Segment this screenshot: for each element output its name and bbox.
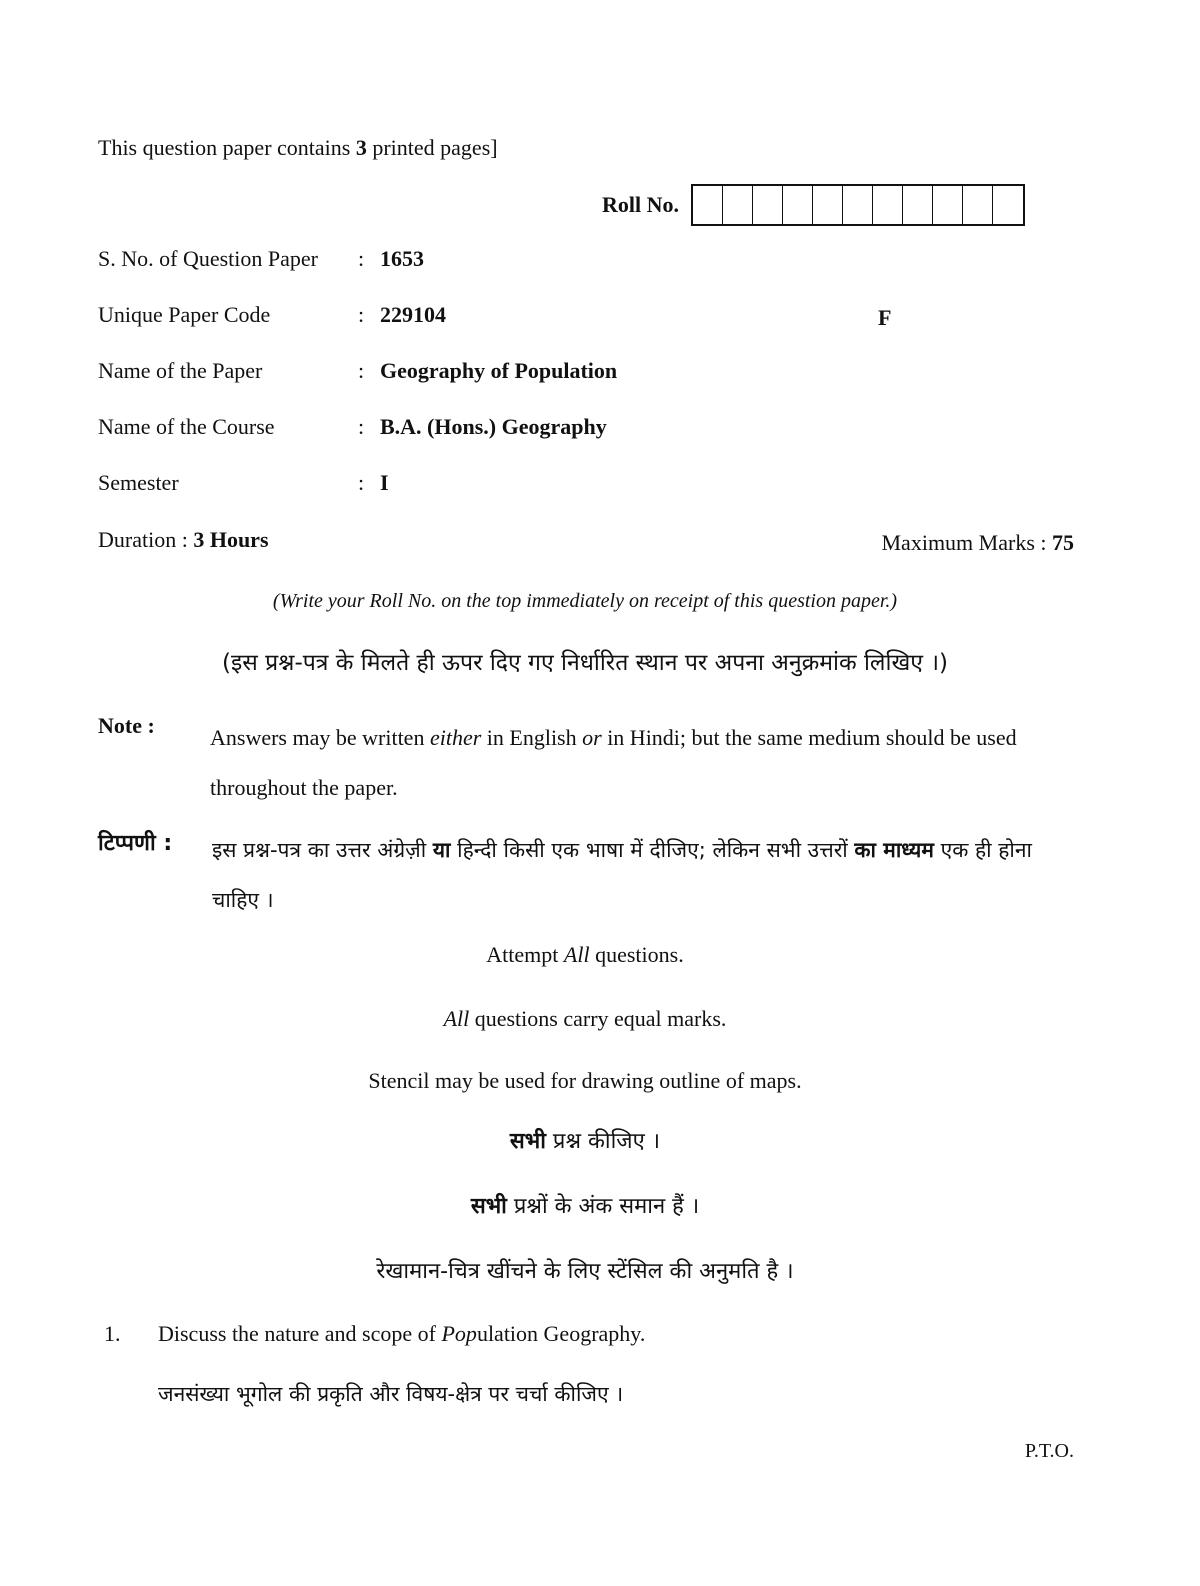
roll-number-digit-box[interactable] [693,186,723,224]
tippani-madhyam: का माध्यम [854,838,934,862]
instruction-part: Attempt [486,942,564,967]
meta-value-course: B.A. (Hons.) Geography [380,414,607,439]
meta-value-paper-name: Geography of Population [380,358,618,383]
meta-label-semester: Semester [98,470,179,495]
note-text [210,713,1074,813]
set-code: F [878,305,892,330]
meta-value-semester: I [380,470,389,495]
roll-number-field [602,184,1025,226]
roll-number-digit-box[interactable] [933,186,963,224]
meta-colon: : [358,470,365,495]
tippani-ya: या [432,838,451,862]
maximum-marks-label: Maximum Marks : [881,530,1052,555]
duration-value: 3 Hours [193,527,269,552]
meta-label-course: Name of the Course [98,414,275,439]
note-part: Answers may be written [210,725,430,750]
note-part: in English [481,725,583,750]
question-english [158,1321,645,1347]
meta-colon: : [358,358,365,383]
page-count-header [98,135,498,161]
equal-marks-instruction-hindi [0,1190,1170,1220]
roll-number-digit-box[interactable] [813,186,843,224]
roll-number-digit-box[interactable] [723,186,753,224]
instruction-part: questions carry equal marks. [469,1006,727,1031]
roll-number-digit-box[interactable] [873,186,903,224]
roll-number-boxes[interactable] [691,184,1025,226]
please-turn-over: P.T.O. [1024,1440,1074,1462]
equal-marks-instruction [0,1006,1170,1032]
note-part: in Hindi; but the same medium should be used throughout the paper. [210,725,1017,800]
meta-label-paper-name: Name of the Paper [98,358,263,383]
roll-number-digit-box[interactable] [783,186,813,224]
tippani-part: हिन्दी किसी एक भाषा में दीजिए; लेकिन सभी उत्तरों [450,838,855,862]
roll-instruction-hindi: (इस प्रश्न-पत्र के मिलते ही ऊपर दिए गए निर्धारित स्थान पर अपना अनुक्रमांक लिखिए ।) [221,650,949,676]
stencil-instruction-hindi: रेखामान-चित्र खींचने के लिए स्टेंसिल की अनुमति है । [376,1259,794,1284]
meta-label-serial: S. No. of Question Paper [98,246,318,271]
roll-number-digit-box[interactable] [843,186,873,224]
roll-number-digit-box[interactable] [753,186,783,224]
note-or: or [582,725,602,750]
question-emphasis: Pop [441,1321,477,1346]
duration-label: Duration : [98,527,194,552]
instruction-part: questions. [589,942,684,967]
duration [98,527,269,553]
tippani-text [212,825,1074,925]
attempt-all-instruction-hindi [0,1125,1170,1155]
meta-colon: : [358,246,365,271]
instruction-part: प्रश्न कीजिए । [545,1129,661,1154]
maximum-marks [882,530,1075,556]
roll-number-label: Roll No. [602,192,679,217]
maximum-marks-value: 75 [1052,530,1074,555]
roll-number-digit-box[interactable] [963,186,993,224]
meta-value-serial: 1653 [380,246,424,271]
meta-label-paper-code: Unique Paper Code [98,302,271,327]
instruction-part: प्रश्नों के अंक समान हैं । [506,1194,700,1219]
instruction-emphasis: सभी [470,1194,507,1219]
attempt-all-instruction [0,942,1170,968]
tippani-part: इस प्रश्न-पत्र का उत्तर अंग्रेज़ी [212,838,433,862]
page-count-prefix: This question paper contains [98,135,356,160]
meta-value-paper-code: 229104 [380,302,446,327]
tippani-part: एक ही होना चाहिए । [212,838,1032,912]
instruction-emphasis: सभी [509,1129,546,1154]
stencil-instruction: Stencil may be used for drawing outline of maps. [368,1068,802,1093]
question-part: ulation Geography. [476,1321,646,1346]
note-label: Note : [98,713,155,738]
instruction-emphasis: All [563,942,590,967]
question-hindi: जनसंख्या भूगोल की प्रकृति और विषय-क्षेत्र पर चर्चा कीजिए । [158,1382,624,1406]
question-part: Discuss the nature and scope of [158,1321,442,1346]
meta-colon: : [358,414,365,439]
page-count-number: 3 [355,135,367,160]
tippani-label: टिप्पणी : [98,831,173,856]
roll-number-digit-box[interactable] [903,186,933,224]
roll-instruction-english: (Write your Roll No. on the top immediately on receipt of this question paper.) [272,590,898,612]
note-either: either [429,725,482,750]
roll-number-digit-box[interactable] [993,186,1023,224]
instruction-emphasis: All [443,1006,470,1031]
page-count-suffix: printed pages] [366,135,498,160]
meta-colon: : [358,302,365,327]
question-number: 1. [104,1321,121,1346]
